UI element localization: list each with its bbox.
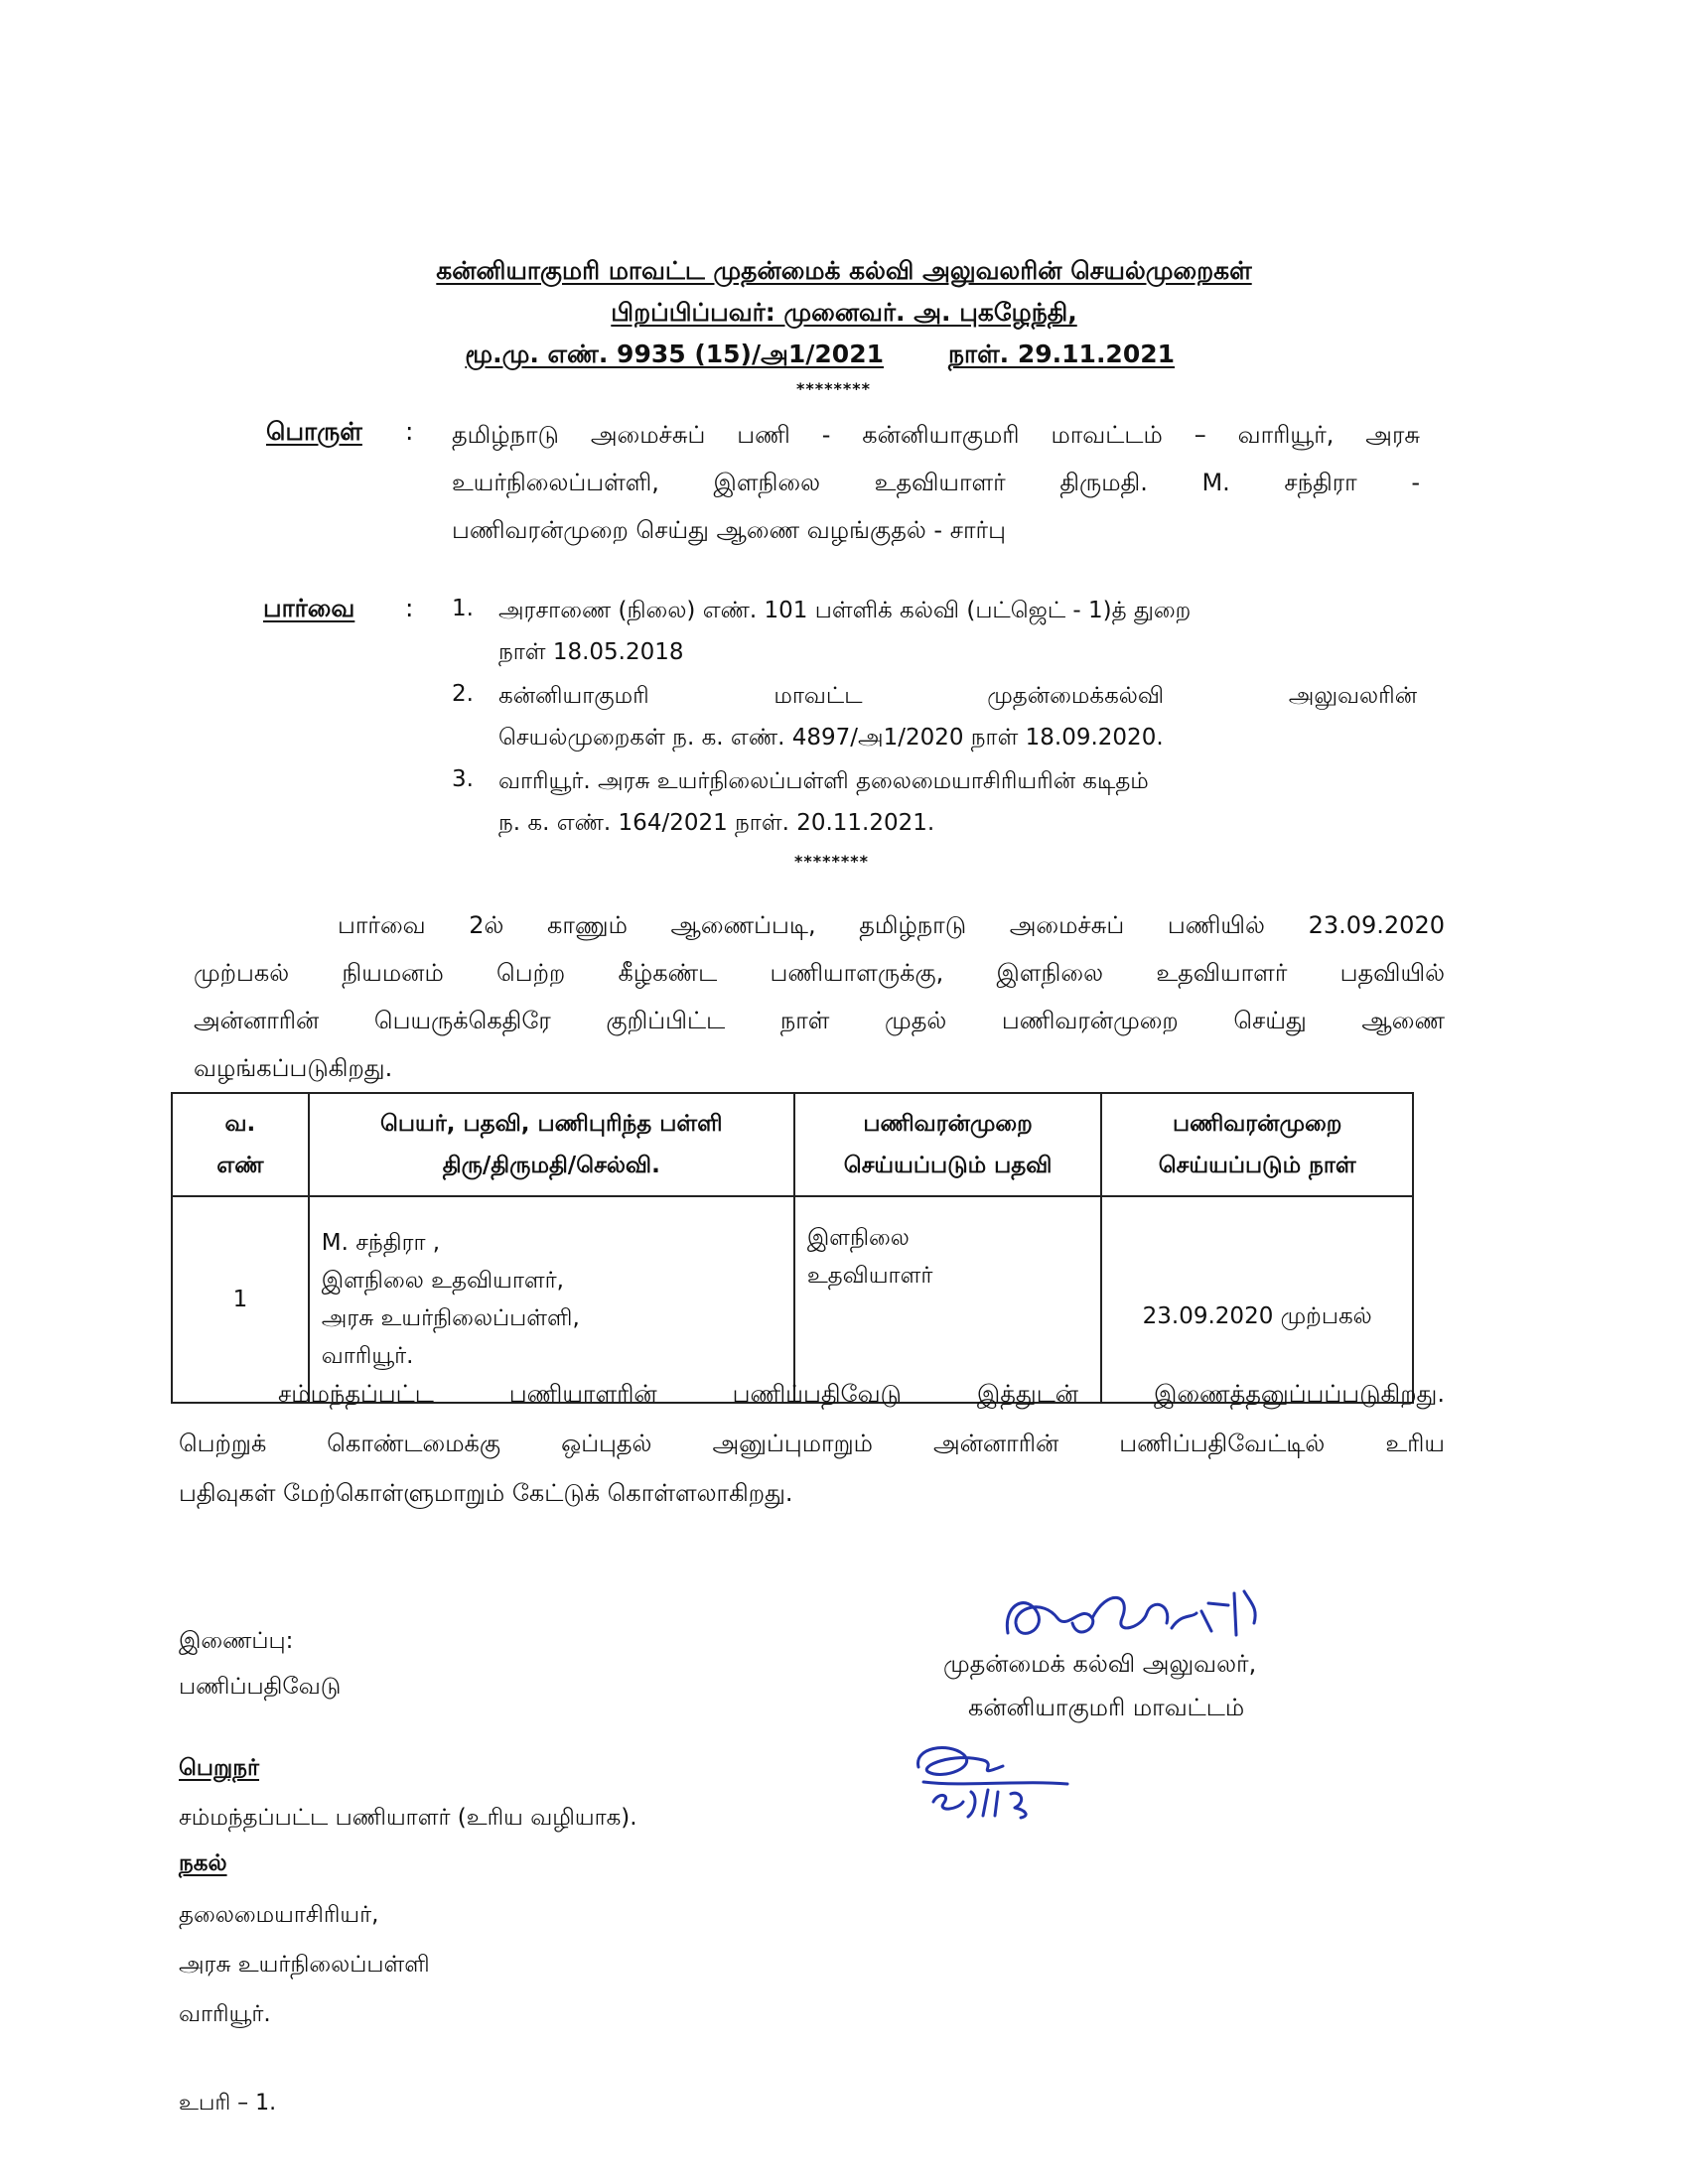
header-date-line-1: பணிவரன்முறை [1172,1111,1342,1137]
subject-colon: : [405,417,414,446]
recipient-label: பெறுநர் [179,1755,260,1781]
reference-2-line-2: செயல்முறைகள் ந. க. எண். 4897/அ1/2020 நாள் 18.09.2020. [498,725,1164,751]
header-date-line-2: செய்யப்படும் நாள் [1158,1153,1356,1178]
cell-regularised-date: 23.09.2020 முற்பகல் [1101,1196,1413,1403]
header-name-line-1: பெயர், பதவி, பணிபுரிந்த பள்ளி [380,1111,723,1137]
copy-line-3: வாரியூர். [179,2001,271,2027]
officer-signature [998,1573,1296,1658]
subject-label: பொருள் [266,417,362,446]
reference-3-line-2: ந. க. எண். 164/2021 நாள். 20.11.2021. [498,810,935,836]
subject-line-2: உயர்நிலைப்பள்ளி, இளநிலை உதவியாளர் திருமதி. M. சந்திரா - [452,469,1420,496]
signatory-district: கன்னியாகுமரி மாவட்டம் [968,1694,1245,1721]
header-serial-number [172,1093,309,1196]
cell-name-line-3: அரசு உயர்நிலைப்பள்ளி, [321,1305,580,1331]
document-title: கன்னியாகுமரி மாவட்ட முதன்மைக் கல்வி அலுவலரின் செயல்முறைகள் [436,256,1252,285]
issuer-line: பிறப்பிப்பவர்: முனைவர். அ. புகழேந்தி, [611,298,1077,327]
enclosure-label: இணைப்பு: [179,1628,294,1654]
reference-3-number: 3. [452,766,474,792]
reference-1-line-1: அரசாணை (நிலை) எண். 101 பள்ளிக் கல்வி (பட்ஜெட் - 1)த் துறை [498,598,1192,623]
reference-1-number: 1. [452,596,474,621]
references-label: பார்வை [263,594,355,622]
header-post-line-2: செய்யப்படும் பதவி [843,1153,1053,1178]
reference-3-line-1: வாரியூர். அரசு உயர்நிலைப்பள்ளி தலைமையாசிரியரின் கடிதம் [498,768,1149,794]
header-serial-number-line-2: எண் [216,1153,264,1178]
para1-line-1: பார்வை 2ல் காணும் ஆணைப்படி, தமிழ்நாடு அமைச்சுப் பணியில் 23.09.2020 [338,911,1445,939]
header-regularised-date [1101,1093,1413,1196]
header-regularised-post [794,1093,1102,1196]
header-post-line-1: பணிவரன்முறை [863,1111,1033,1137]
copy-line-2: அரசு உயர்நிலைப்பள்ளி [179,1952,430,1978]
separator-stars-2: ******** [794,852,869,871]
para2-line-1: சம்மந்தப்பட்ட பணியாளரின் பணிப்பதிவேடு இத்துடன் இணைத்தனுப்பப்படுகிறது. [278,1380,1445,1408]
subject-line-3: பணிவரன்முறை செய்து ஆணை வழங்குதல் - சார்பு [452,516,1006,544]
signatory-title: முதன்மைக் கல்வி அலுவலர், [943,1650,1257,1678]
header-serial-number-line-1: வ. [224,1111,256,1137]
references-colon: : [405,594,414,622]
initial-signature [904,1732,1087,1822]
reference-number: மூ.மு. எண். 9935 (15)/அ1/2021 [465,340,884,368]
separator-stars: ******** [796,379,871,398]
reference-2-number: 2. [452,681,474,707]
cell-post-line-1: இளநிலை [806,1225,910,1251]
cell-name-line-1: M. சந்திரா , [321,1230,441,1256]
subject-line-1: தமிழ்நாடு அமைச்சுப் பணி - கன்னியாகுமரி மாவட்டம் – வாரியூர், அரசு [452,421,1420,449]
cell-name-line-2: இளநிலை உதவியாளர், [321,1268,564,1294]
regularisation-table [171,1092,1414,1404]
header-name-line-2: திரு/திருமதி/செல்வி. [442,1153,660,1178]
para2-line-2: பெற்றுக் கொண்டமைக்கு ஒப்புதல் அனுப்புமாறும் அன்னாரின் பணிப்பதிவேட்டில் உரிய [179,1430,1445,1457]
table-header-row [172,1093,1413,1196]
copy-line-1: தலைமையாசிரியர், [179,1902,379,1928]
enclosure-item: பணிப்பதிவேடு [179,1674,342,1700]
reference-1-line-2: நாள் 18.05.2018 [498,639,684,665]
cell-serial-number: 1 [172,1196,309,1403]
para1-line-3: அன்னாரின் பெயருக்கெதிரே குறிப்பிட்ட நாள் முதல் பணிவரன்முறை செய்து ஆணை [194,1007,1445,1034]
para2-line-3: பதிவுகள் மேற்கொள்ளுமாறும் கேட்டுக் கொள்ளலாகிறது. [179,1479,793,1507]
spare-copy-note: உபரி – 1. [179,2091,277,2116]
copy-label: நகல் [179,1850,227,1876]
para1-line-2: முற்பகல் நியமனம் பெற்ற கீழ்கண்ட பணியாளருக்கு, இளநிலை உதவியாளர் பதவியில் [194,959,1445,987]
header-name-post-school [309,1093,794,1196]
order-date: நாள். 29.11.2021 [948,340,1176,368]
cell-name-line-4: வாரியூர். [321,1343,414,1369]
cell-post-line-2: உதவியாளர் [806,1263,933,1289]
reference-2-line-1: கன்னியாகுமரி மாவட்ட முதன்மைக்கல்வி அலுவலரின் [498,683,1417,709]
recipient-item: சம்மந்தப்பட்ட பணியாளர் (உரிய வழியாக). [179,1805,637,1831]
para1-line-4: வழங்கப்படுகிறது. [194,1054,393,1082]
